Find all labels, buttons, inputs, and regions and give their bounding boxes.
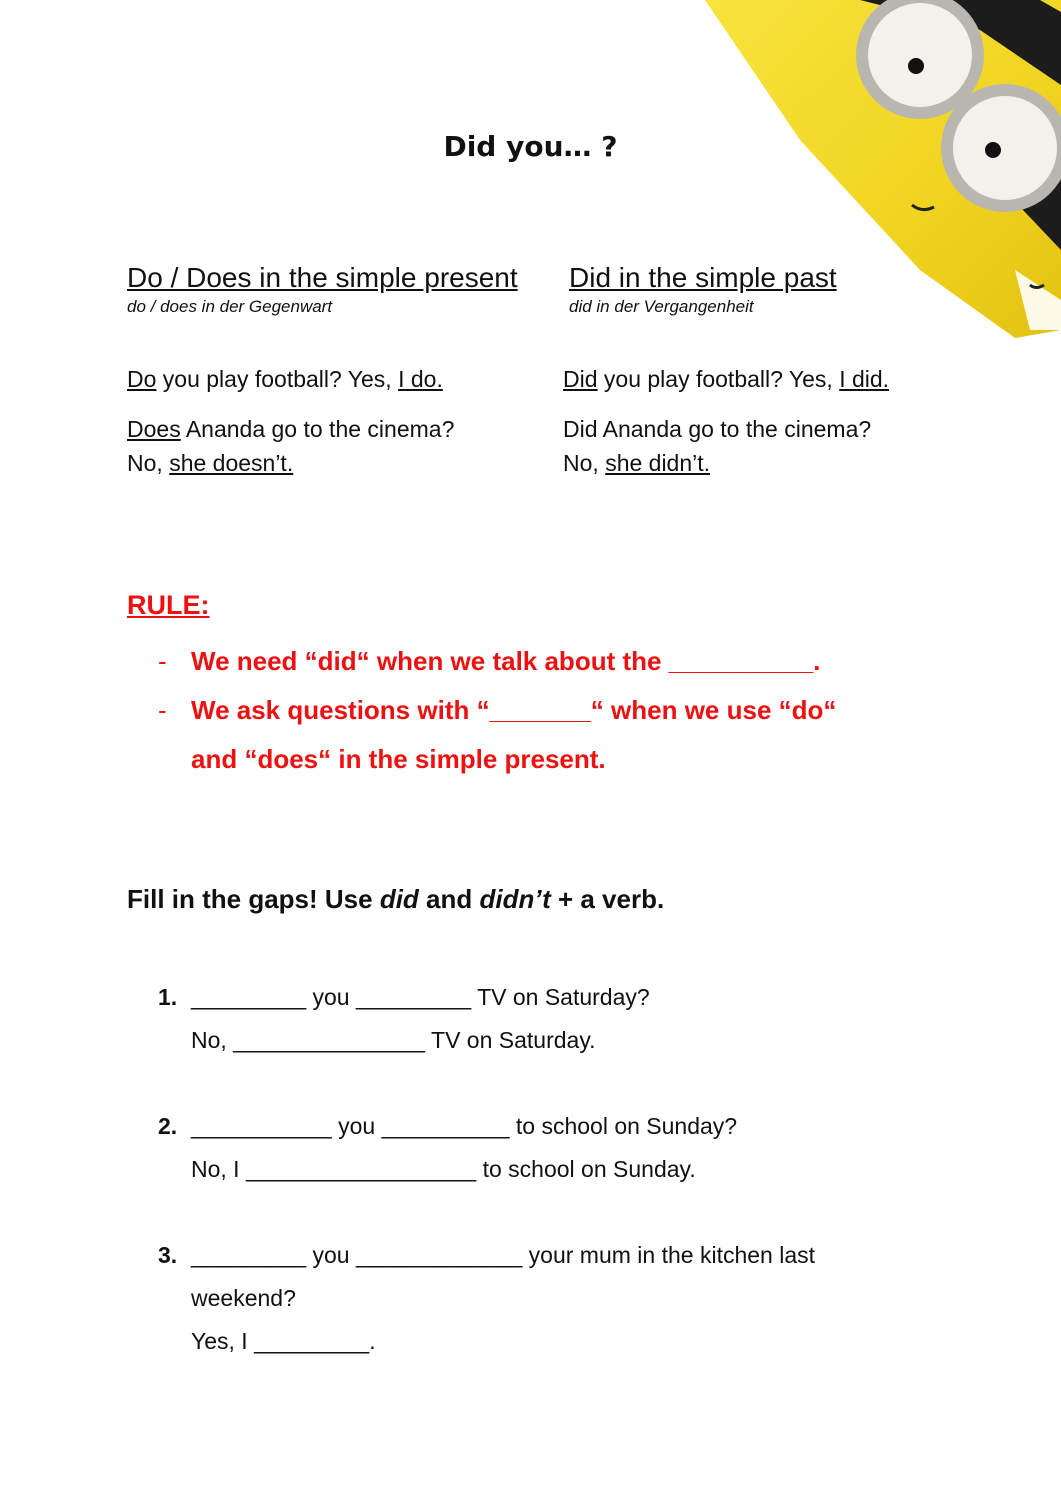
past-example-1: Did you play football? Yes, I did. xyxy=(563,366,890,392)
present-example-2-answer: No, she doesn’t. xyxy=(127,450,294,476)
rule-item-1: We need “did“ when we talk about the __________. xyxy=(191,646,821,676)
past-heading: Did in the simple past xyxy=(569,262,837,293)
answer-i-did: I did. xyxy=(839,366,890,392)
present-example-1: Do you play football? Yes, I do. xyxy=(127,366,443,392)
exercise-2-question[interactable]: ___________ you __________ to school on Sunday? xyxy=(191,1113,738,1139)
present-heading: Do / Does in the simple present xyxy=(127,262,518,293)
past-example-2-answer: No, she didn’t. xyxy=(563,450,711,476)
exercise-1-number: 1. xyxy=(158,984,178,1010)
past-subheading: did in der Vergangenheit xyxy=(569,297,754,316)
exercise-3-answer[interactable]: Yes, I _________. xyxy=(191,1328,376,1354)
aux-did: Did xyxy=(563,366,598,392)
rule-bullet-1: - xyxy=(158,646,167,676)
exercise-3-question[interactable]: _________ you _____________ your mum in the kitchen last xyxy=(191,1242,816,1268)
rule-heading: RULE: xyxy=(127,590,210,620)
exercise-2-number: 2. xyxy=(158,1113,178,1139)
answer-i-do: I do. xyxy=(398,366,443,392)
page-title: Did you… ? xyxy=(443,130,618,163)
aux-do: Do xyxy=(127,366,157,392)
exercise-3-number: 3. xyxy=(158,1242,178,1268)
aux-does: Does xyxy=(127,416,181,442)
past-example-2: Did Ananda go to the cinema? xyxy=(563,416,872,442)
rule-bullet-2: - xyxy=(158,695,167,725)
task-instruction: Fill in the gaps! Use did and didn’t + a verb. xyxy=(127,884,665,914)
exercise-1-answer[interactable]: No, _______________ TV on Saturday. xyxy=(191,1027,596,1053)
present-subheading: do / does in der Gegenwart xyxy=(127,297,333,316)
rule-item-2: We ask questions with “_______“ when we use “do“ xyxy=(191,695,837,725)
exercise-1-question[interactable]: _________ you _________ TV on Saturday? xyxy=(191,984,650,1010)
exercise-3-question-cont: weekend? xyxy=(191,1285,296,1311)
present-example-2: Does Ananda go to the cinema? xyxy=(127,416,455,442)
exercise-2-answer[interactable]: No, I __________________ to school on Sunday. xyxy=(191,1156,696,1182)
rule-item-2-cont: and “does“ in the simple present. xyxy=(191,744,606,774)
